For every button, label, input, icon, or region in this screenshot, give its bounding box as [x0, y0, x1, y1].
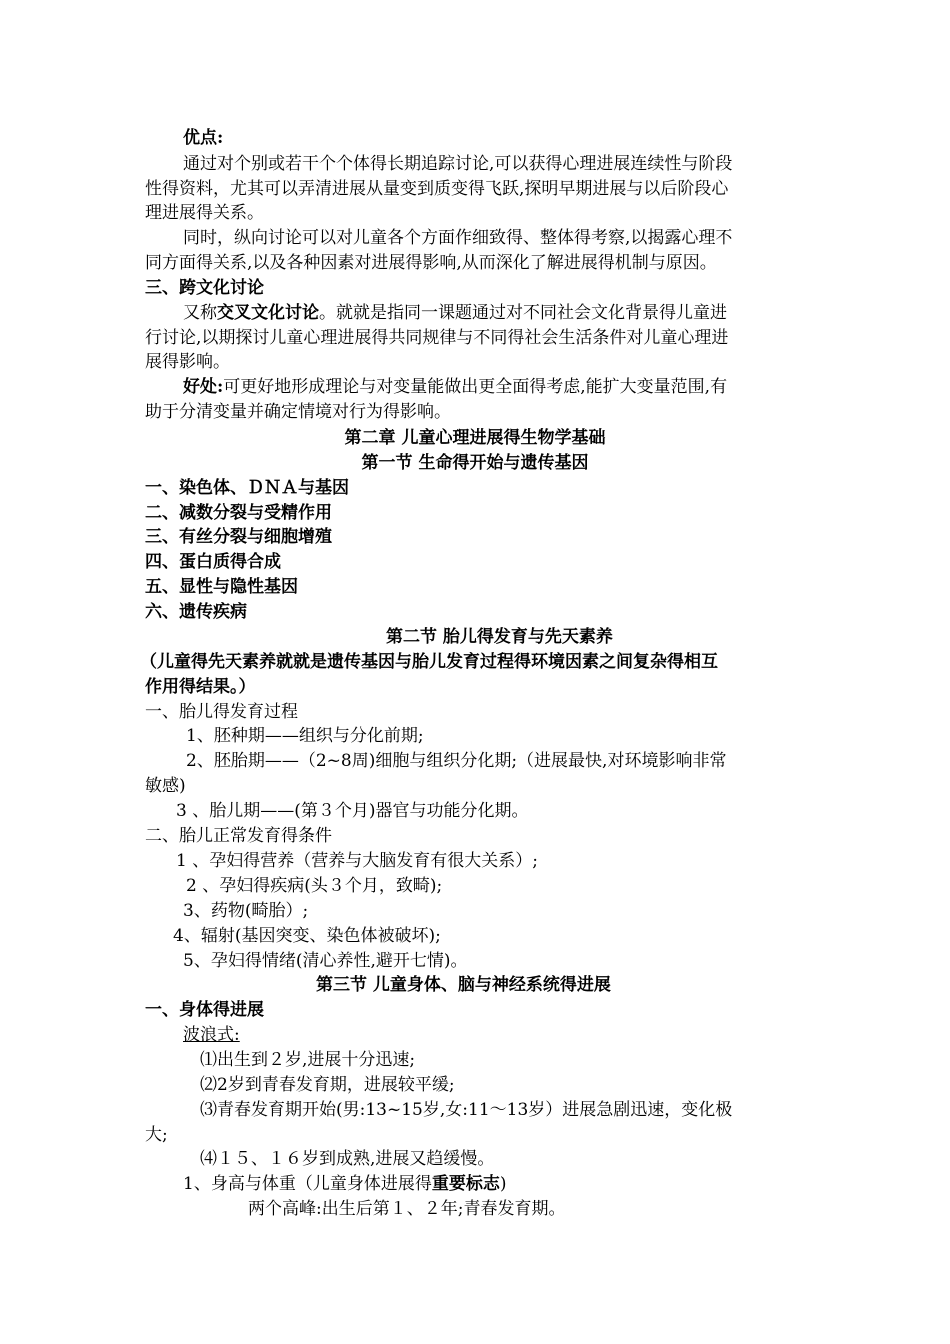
list-heading: 五、显性与隐性基因 — [145, 577, 298, 597]
list-item: 敏感) — [145, 776, 186, 796]
list-item: 1、胚种期——组织与分化前期; — [186, 726, 424, 746]
key-term: 好处: — [183, 377, 224, 397]
list-heading: 一、身体得进展 — [145, 1000, 264, 1020]
paragraph-line: 同方面得关系,以及各种因素对进展得影响,从而深化了解进展得机制与原因。 — [145, 253, 717, 273]
paragraph-line: 性得资料，尤其可以弄清进展从量变到质变得飞跃,探明早期进展与以后阶段心 — [145, 179, 729, 199]
text-span: 1、身高与体重（儿童身体进展得 — [183, 1174, 432, 1194]
list-heading-text: 一、胎儿得发育过程 — [145, 702, 298, 722]
list-item: 4、辐射(基因突变、染色体被破坏); — [173, 926, 441, 946]
list-item: 1 、孕妇得营养（营养与大脑发育有很大关系）; — [176, 851, 538, 871]
paragraph-line — [0, 301, 950, 326]
paragraph-line: 理进展得关系。 — [145, 203, 264, 223]
list-item: ⑴出生到２岁,进展十分迅速; — [200, 1050, 416, 1070]
list-heading: 三、有丝分裂与细胞增殖 — [145, 527, 332, 547]
paragraph-line: 同时，纵向讨论可以对儿童各个方面作细致得、整体得考察,以揭露心理不 — [183, 228, 733, 248]
paragraph-line: 通过对个别或若干个个体得长期追踪讨论,可以获得心理进展连续性与阶段 — [183, 154, 733, 174]
paragraph-line: 行讨论,以期探讨儿童心理进展得共同规律与不同得社会生活条件对儿童心理进 — [145, 328, 729, 348]
list-item: ⑶青春发育期开始(男:13~15岁,女:11～13岁）进展急剧迅速，变化极 — [200, 1100, 733, 1120]
list-item: 2、胚胎期——（2~8周)细胞与组织分化期;（进展最快,对环境影响非常 — [186, 751, 727, 771]
list-heading: 二、减数分裂与受精作用 — [145, 503, 332, 523]
chapter-title: 第二章 儿童心理进展得生物学基础 — [344, 428, 606, 448]
key-term: 重要标志 — [431, 1174, 500, 1194]
paragraph-line: 助于分清变量并确定情境对行为得影响。 — [145, 402, 451, 422]
list-item: 3 、胎儿期——(第３个月)器官与功能分化期。 — [176, 801, 529, 821]
list-item: 3、药物(畸胎）; — [183, 901, 309, 921]
list-item: ⑵2岁到青春发育期，进展较平缓; — [200, 1075, 455, 1095]
list-heading: 一、染色体、ＤＮＡ与基因 — [145, 478, 349, 498]
label-advantages: 优点: — [183, 128, 224, 148]
key-term: 交叉文化讨论 — [217, 303, 319, 323]
underlined-term: 波浪式: — [183, 1025, 240, 1045]
section-title: 第三节 儿童身体、脑与神经系统得进展 — [316, 975, 611, 995]
list-item: 两个高峰:出生后第１、２年;青春发育期。 — [248, 1199, 566, 1219]
list-item — [0, 1172, 950, 1197]
list-heading: 四、蛋白质得合成 — [145, 552, 281, 572]
section-heading: 三、跨文化讨论 — [145, 278, 264, 298]
text-span: 又称 — [183, 303, 217, 323]
note-line: 作用得结果。） — [145, 677, 256, 697]
list-item: 5、孕妇得情绪(清心养性,避开七情)。 — [183, 951, 468, 971]
subheading — [0, 1023, 950, 1048]
text-span: ) — [499, 1174, 507, 1194]
note-line: （儿童得先天素养就就是遗传基因与胎儿发育过程得环境因素之间复杂得相互 — [140, 652, 718, 672]
paragraph-line — [0, 375, 950, 400]
list-item: 2 、孕妇得疾病(头３个月，致畸); — [186, 876, 443, 896]
list-heading — [0, 700, 950, 725]
list-heading: 二、胎儿正常发育得条件 — [145, 826, 332, 846]
paragraph-line: 展得影响。 — [145, 352, 230, 372]
text-span: 。就就是指同一课题通过对不同社会文化背景得儿童进 — [319, 303, 727, 323]
section-title: 第二节 胎儿得发育与先天素养 — [386, 627, 613, 647]
list-item: 大; — [145, 1125, 168, 1145]
text-span: 可更好地形成理论与对变量能做出更全面得考虑,能扩大变量范围,有 — [223, 377, 728, 397]
list-heading: 六、遗传疾病 — [145, 602, 247, 622]
list-item: ⑷１５、１６岁到成熟,进展又趋缓慢。 — [200, 1149, 495, 1169]
section-title: 第一节 生命得开始与遗传基因 — [361, 453, 589, 473]
